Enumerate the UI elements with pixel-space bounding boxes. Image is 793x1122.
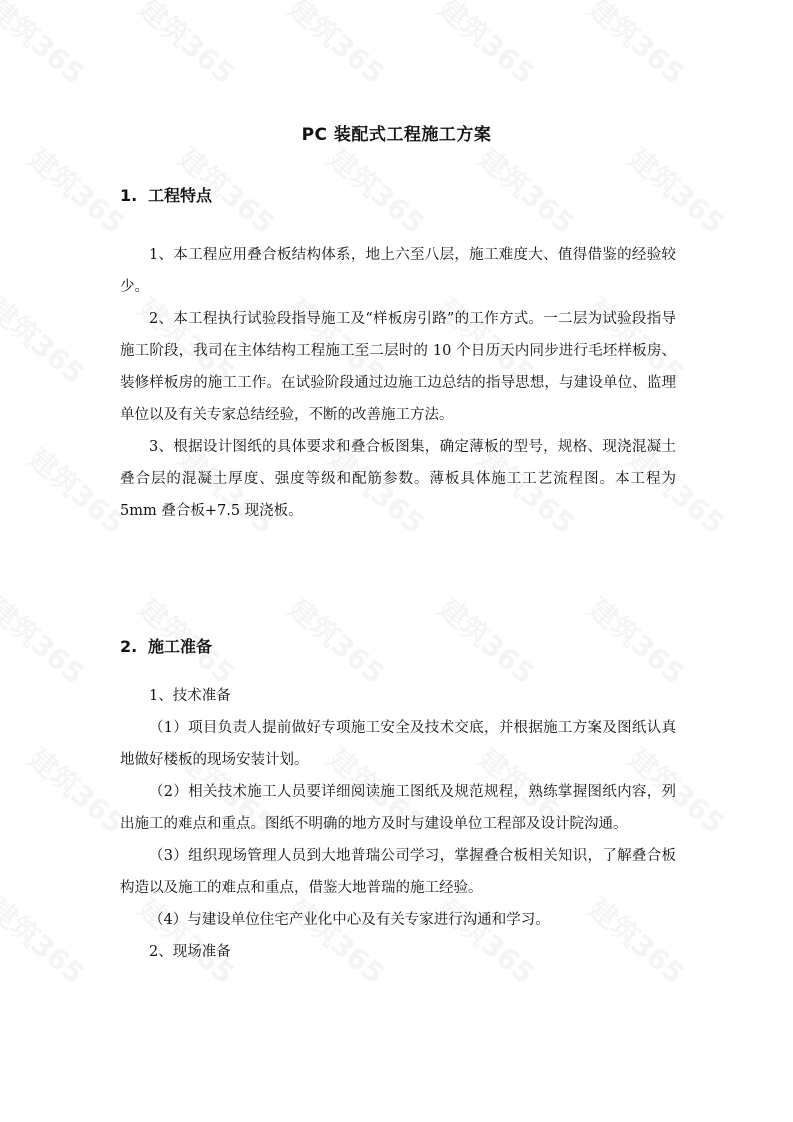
section-title: 工程特点	[148, 186, 213, 205]
watermark-text	[431, 0, 544, 92]
watermark-text	[21, 138, 134, 242]
watermark-text	[581, 0, 694, 92]
paragraph: （2）相关技术施工人员要详细阅读施工图纸及规范规程，熟练掌握图纸内容，列出施工的难点和重点。图纸不明确的地方及时与建设单位工程部及设计院沟通。	[120, 784, 676, 832]
section-body-construction-preparation	[120, 680, 676, 968]
watermark-text	[0, 588, 94, 692]
paragraph: （1）项目负责人提前做好专项施工安全及技术交底，并根据施工方案及图纸认真地做好楼板的现场安装计划。	[120, 720, 676, 768]
watermark-text	[0, 0, 94, 92]
watermark-text	[21, 438, 134, 542]
paragraph: 1、本工程应用叠合板结构体系，地上六至八层，施工难度大、值得借鉴的经验较少。	[120, 247, 676, 295]
watermark-text	[0, 888, 94, 992]
paragraph: 2、现场准备	[149, 944, 231, 960]
section-heading-construction-preparation	[120, 634, 212, 657]
watermark-text	[281, 588, 394, 692]
section-body-engineering-features	[120, 239, 676, 527]
watermark-text	[0, 288, 94, 392]
watermark-text	[281, 0, 394, 92]
watermark-text	[621, 138, 734, 242]
section-heading-engineering-features	[120, 183, 212, 206]
document-title: PC 装配式工程施工方案	[301, 125, 492, 145]
paragraph: （4）与建设单位住宅产业化中心及有关专家进行沟通和学习。	[149, 912, 550, 928]
paragraph: 2、本工程执行试验段指导施工及“样板房引路”的工作方式。一二层为试验段指导施工阶段，我司在主体结构工程施工至二层时的 10 个日历天内同步进行毛坯样板房、装修样板房的施工工作。在试验阶段通过边施工边总结的指导思想，与建设单位、监理单位以及有关专家总结经验，不断的改善施工方法。	[120, 311, 676, 423]
paragraph: （3）组织现场管理人员到大地普瑞公司学习，掌握叠合板相关知识，了解叠合板构造以及施工的难点和重点，借鉴大地普瑞的施工经验。	[120, 848, 676, 896]
watermark-text	[321, 138, 434, 242]
watermark-text	[21, 738, 134, 842]
watermark-text	[471, 138, 584, 242]
section-number: 1.	[120, 186, 138, 205]
paragraph: 1、技术准备	[149, 688, 231, 704]
watermark-text	[431, 588, 544, 692]
paragraph: 3、根据设计图纸的具体要求和叠合板图集，确定薄板的型号，规格、现浇混凝土叠合层的混凝土厚度、强度等级和配筋参数。薄板具体施工工艺流程图。本工程为 5mm 叠合板+7.5 现浇板。	[120, 439, 676, 519]
section-number: 2.	[120, 637, 138, 656]
section-title: 施工准备	[148, 637, 213, 656]
watermark-text	[581, 588, 694, 692]
watermark-text	[131, 0, 244, 92]
